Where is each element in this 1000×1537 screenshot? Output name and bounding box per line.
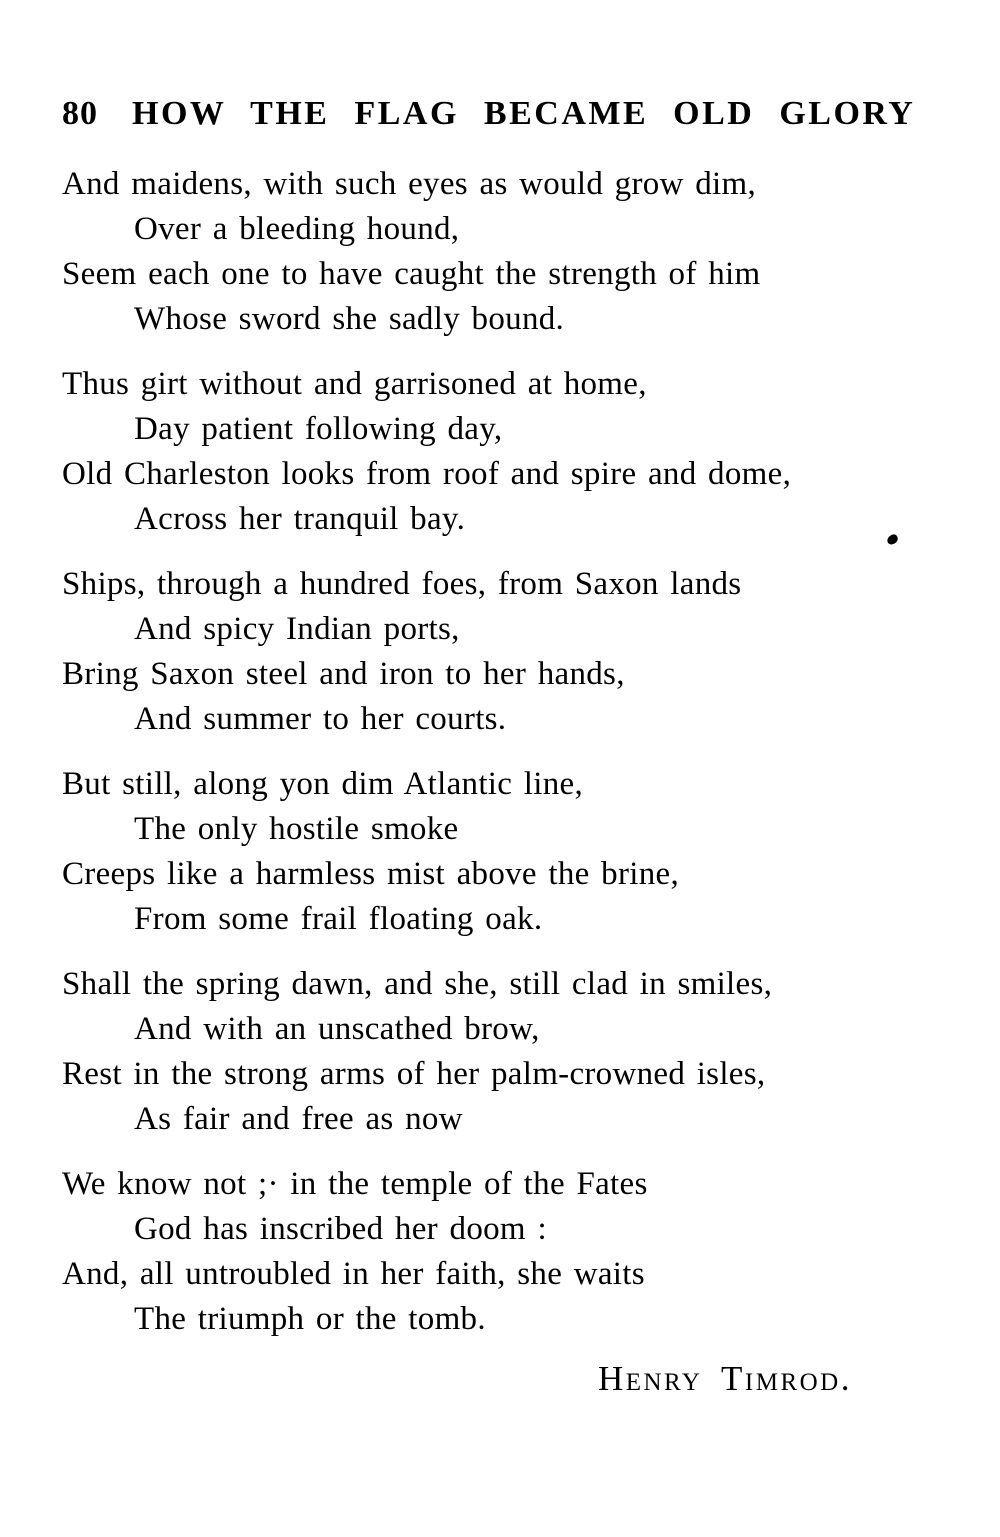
page-header: [62, 96, 1000, 132]
poem-line: Creeps like a harmless mist above the brine,: [62, 856, 680, 892]
poem-line: Over a bleeding hound,: [134, 211, 460, 247]
stanza-2: [62, 362, 1000, 542]
poem-body: [62, 162, 1000, 1401]
poem-line: We know not ;· in the temple of the Fates: [62, 1166, 648, 1202]
poem-line: Ships, through a hundred foes, from Saxon lands: [62, 566, 742, 602]
poem-line: And summer to her courts.: [134, 701, 507, 737]
page-number: 80: [62, 95, 98, 132]
poem-line: Across her tranquil bay.: [134, 501, 466, 537]
stanza-1: [62, 162, 1000, 342]
stanza-6: [62, 1162, 1000, 1342]
poem-line: Seem each one to have caught the strength of him: [62, 256, 761, 292]
poem-line: Rest in the strong arms of her palm-crowned isles,: [62, 1056, 766, 1092]
poem-line: And spicy Indian ports,: [134, 611, 460, 647]
poem-line: Shall the spring dawn, and she, still clad in smiles,: [62, 966, 773, 1002]
poem-line: From some frail floating oak.: [134, 901, 543, 937]
poem-line: Day patient following day,: [134, 411, 503, 447]
poem-line: Whose sword she sadly bound.: [134, 301, 565, 337]
running-title: HOW THE FLAG BECAME OLD GLORY: [132, 95, 916, 132]
poem-line: God has inscribed her doom :: [134, 1211, 547, 1247]
poem-line: But still, along yon dim Atlantic line,: [62, 766, 584, 802]
poem-attribution: Henry Timrod.: [597, 1359, 852, 1398]
poem-line: And with an unscathed brow,: [134, 1011, 540, 1047]
stanza-3: [62, 562, 1000, 742]
poem-line: The only hostile smoke: [134, 811, 459, 847]
poem-line: Thus girt without and garrisoned at home,: [62, 366, 647, 402]
poem-line: And, all untroubled in her faith, she waits: [62, 1256, 645, 1292]
stanza-4: [62, 762, 1000, 942]
poem-line: The triumph or the tomb.: [134, 1301, 486, 1337]
poem-line: Old Charleston looks from roof and spire and dome,: [62, 456, 792, 492]
poem-line: Bring Saxon steel and iron to her hands,: [62, 656, 625, 692]
poem-line: And maidens, with such eyes as would grow dim,: [62, 166, 757, 202]
stanza-5: [62, 962, 1000, 1142]
poem-line: As fair and free as now: [134, 1101, 463, 1137]
